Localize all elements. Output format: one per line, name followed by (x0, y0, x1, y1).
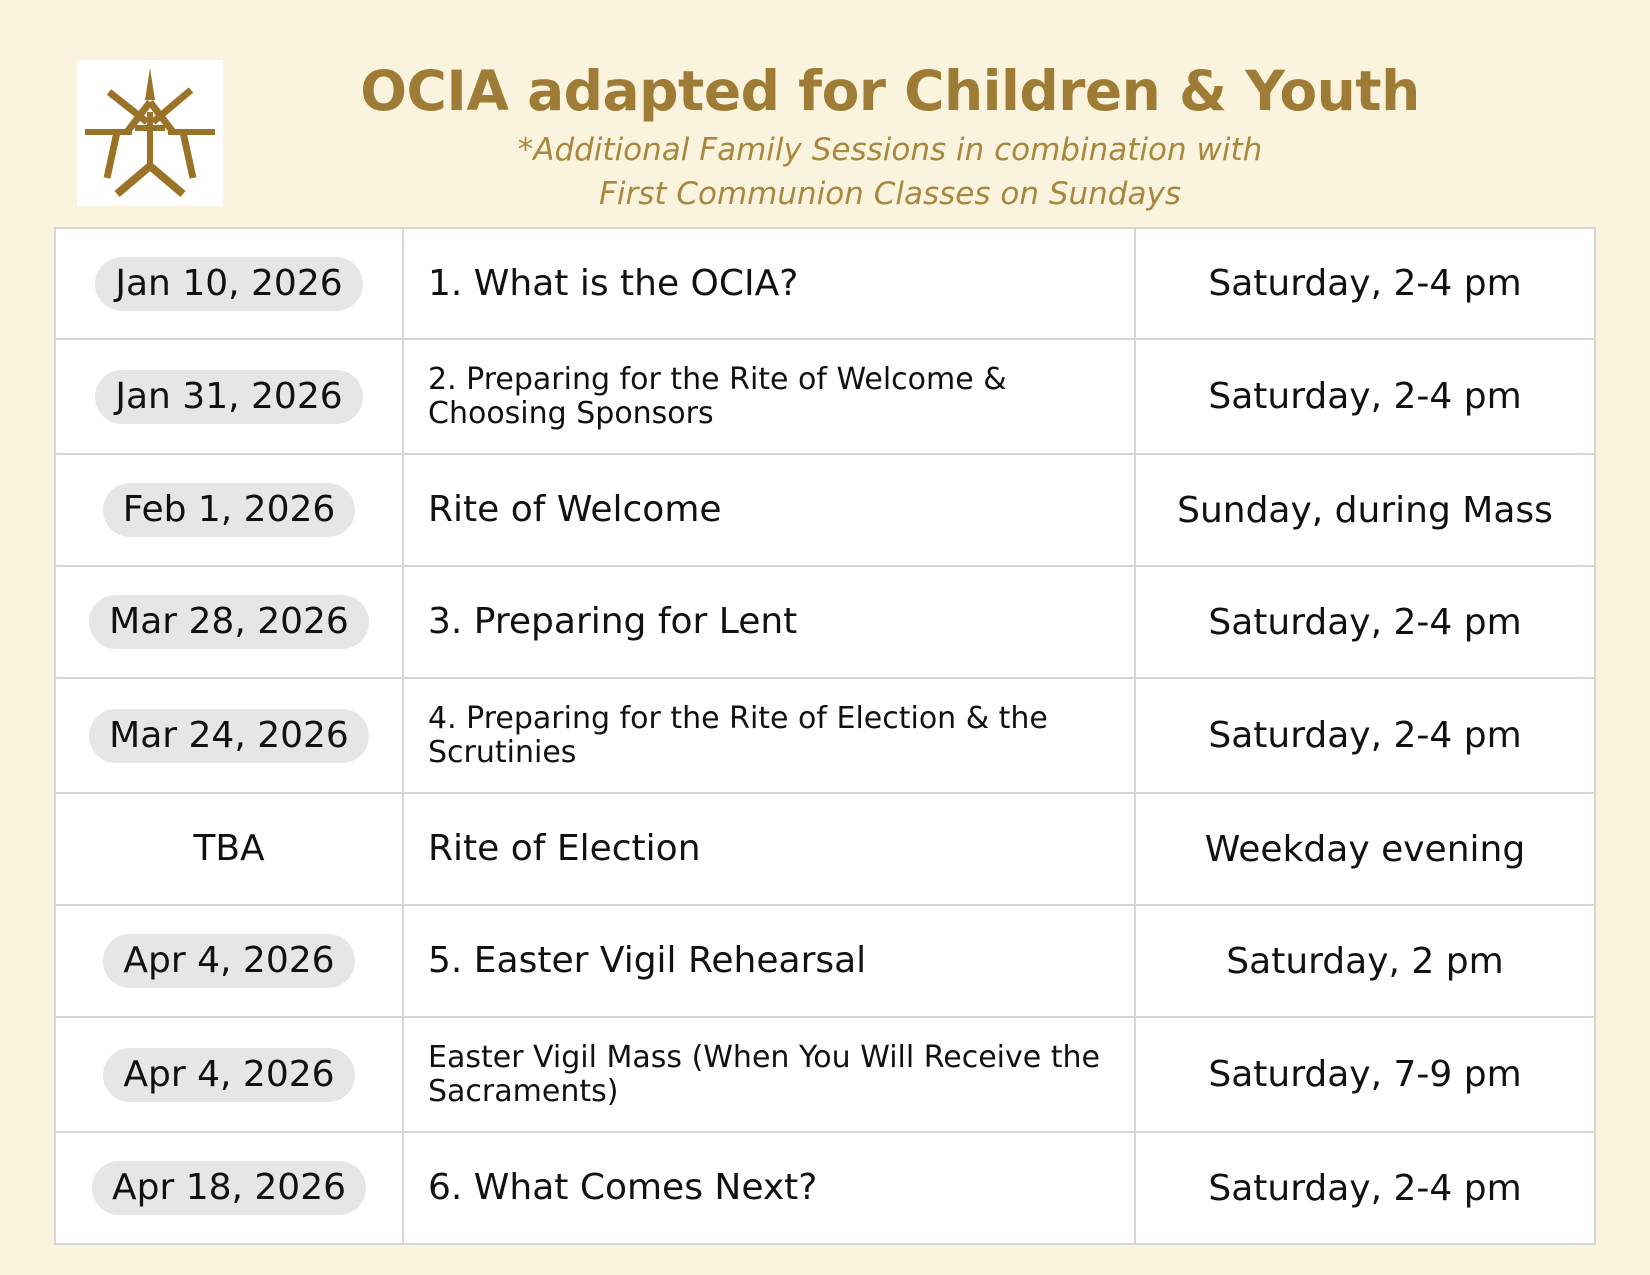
table-row (55, 454, 1595, 566)
time-cell: Saturday, 2-4 pm (1135, 566, 1595, 678)
date-pill: Mar 28, 2026 (89, 595, 369, 649)
subtitle-line-2: First Communion Classes on Sundays (599, 176, 1181, 212)
date-pill: Jan 10, 2026 (95, 257, 362, 311)
time-cell: Saturday, 2-4 pm (1135, 1132, 1595, 1244)
page-title: OCIA adapted for Children & Youth (360, 59, 1420, 123)
time-cell: Sunday, during Mass (1135, 454, 1595, 566)
time-cell: Saturday, 2-4 pm (1135, 339, 1595, 454)
table-row (55, 566, 1595, 678)
date-cell (55, 228, 403, 339)
date-cell (55, 1017, 403, 1132)
topic-cell: 5. Easter Vigil Rehearsal (403, 905, 1135, 1017)
time-cell: Saturday, 2-4 pm (1135, 678, 1595, 793)
date-pill: Jan 31, 2026 (95, 370, 362, 424)
parish-logo (77, 60, 223, 206)
topic-cell: 4. Preparing for the Rite of Election & the Scrutinies (403, 678, 1135, 793)
date-pill: Mar 24, 2026 (89, 709, 369, 763)
date-cell (55, 678, 403, 793)
topic-cell: Rite of Welcome (403, 454, 1135, 566)
date-pill: Apr 4, 2026 (103, 934, 354, 988)
date-cell (55, 1132, 403, 1244)
topic-cell: Rite of Election (403, 793, 1135, 905)
date-cell (55, 566, 403, 678)
date-cell (55, 905, 403, 1017)
table-row (55, 793, 1595, 905)
topic-cell: Easter Vigil Mass (When You Will Receive the Sacraments) (403, 1017, 1135, 1132)
date-text: TBA (193, 828, 265, 869)
date-pill: Apr 4, 2026 (103, 1048, 354, 1102)
topic-cell: 2. Preparing for the Rite of Welcome & Choosing Sponsors (403, 339, 1135, 454)
date-cell (55, 339, 403, 454)
subtitle-line-1: *Additional Family Sessions in combination with (517, 132, 1263, 168)
date-cell (55, 454, 403, 566)
schedule-table (54, 227, 1596, 1245)
date-pill: Feb 1, 2026 (103, 483, 356, 537)
time-cell: Saturday, 2-4 pm (1135, 228, 1595, 339)
date-pill: Apr 18, 2026 (92, 1161, 366, 1215)
topic-cell: 6. What Comes Next? (403, 1132, 1135, 1244)
table-row (55, 905, 1595, 1017)
time-cell: Saturday, 7-9 pm (1135, 1017, 1595, 1132)
table-row (55, 1017, 1595, 1132)
table-row (55, 678, 1595, 793)
topic-cell: 1. What is the OCIA? (403, 228, 1135, 339)
time-cell: Weekday evening (1135, 793, 1595, 905)
topic-cell: 3. Preparing for Lent (403, 566, 1135, 678)
church-cross-icon (77, 60, 223, 206)
table-row (55, 1132, 1595, 1244)
time-cell: Saturday, 2 pm (1135, 905, 1595, 1017)
date-cell (55, 793, 403, 905)
table-row (55, 339, 1595, 454)
table-row (55, 228, 1595, 339)
